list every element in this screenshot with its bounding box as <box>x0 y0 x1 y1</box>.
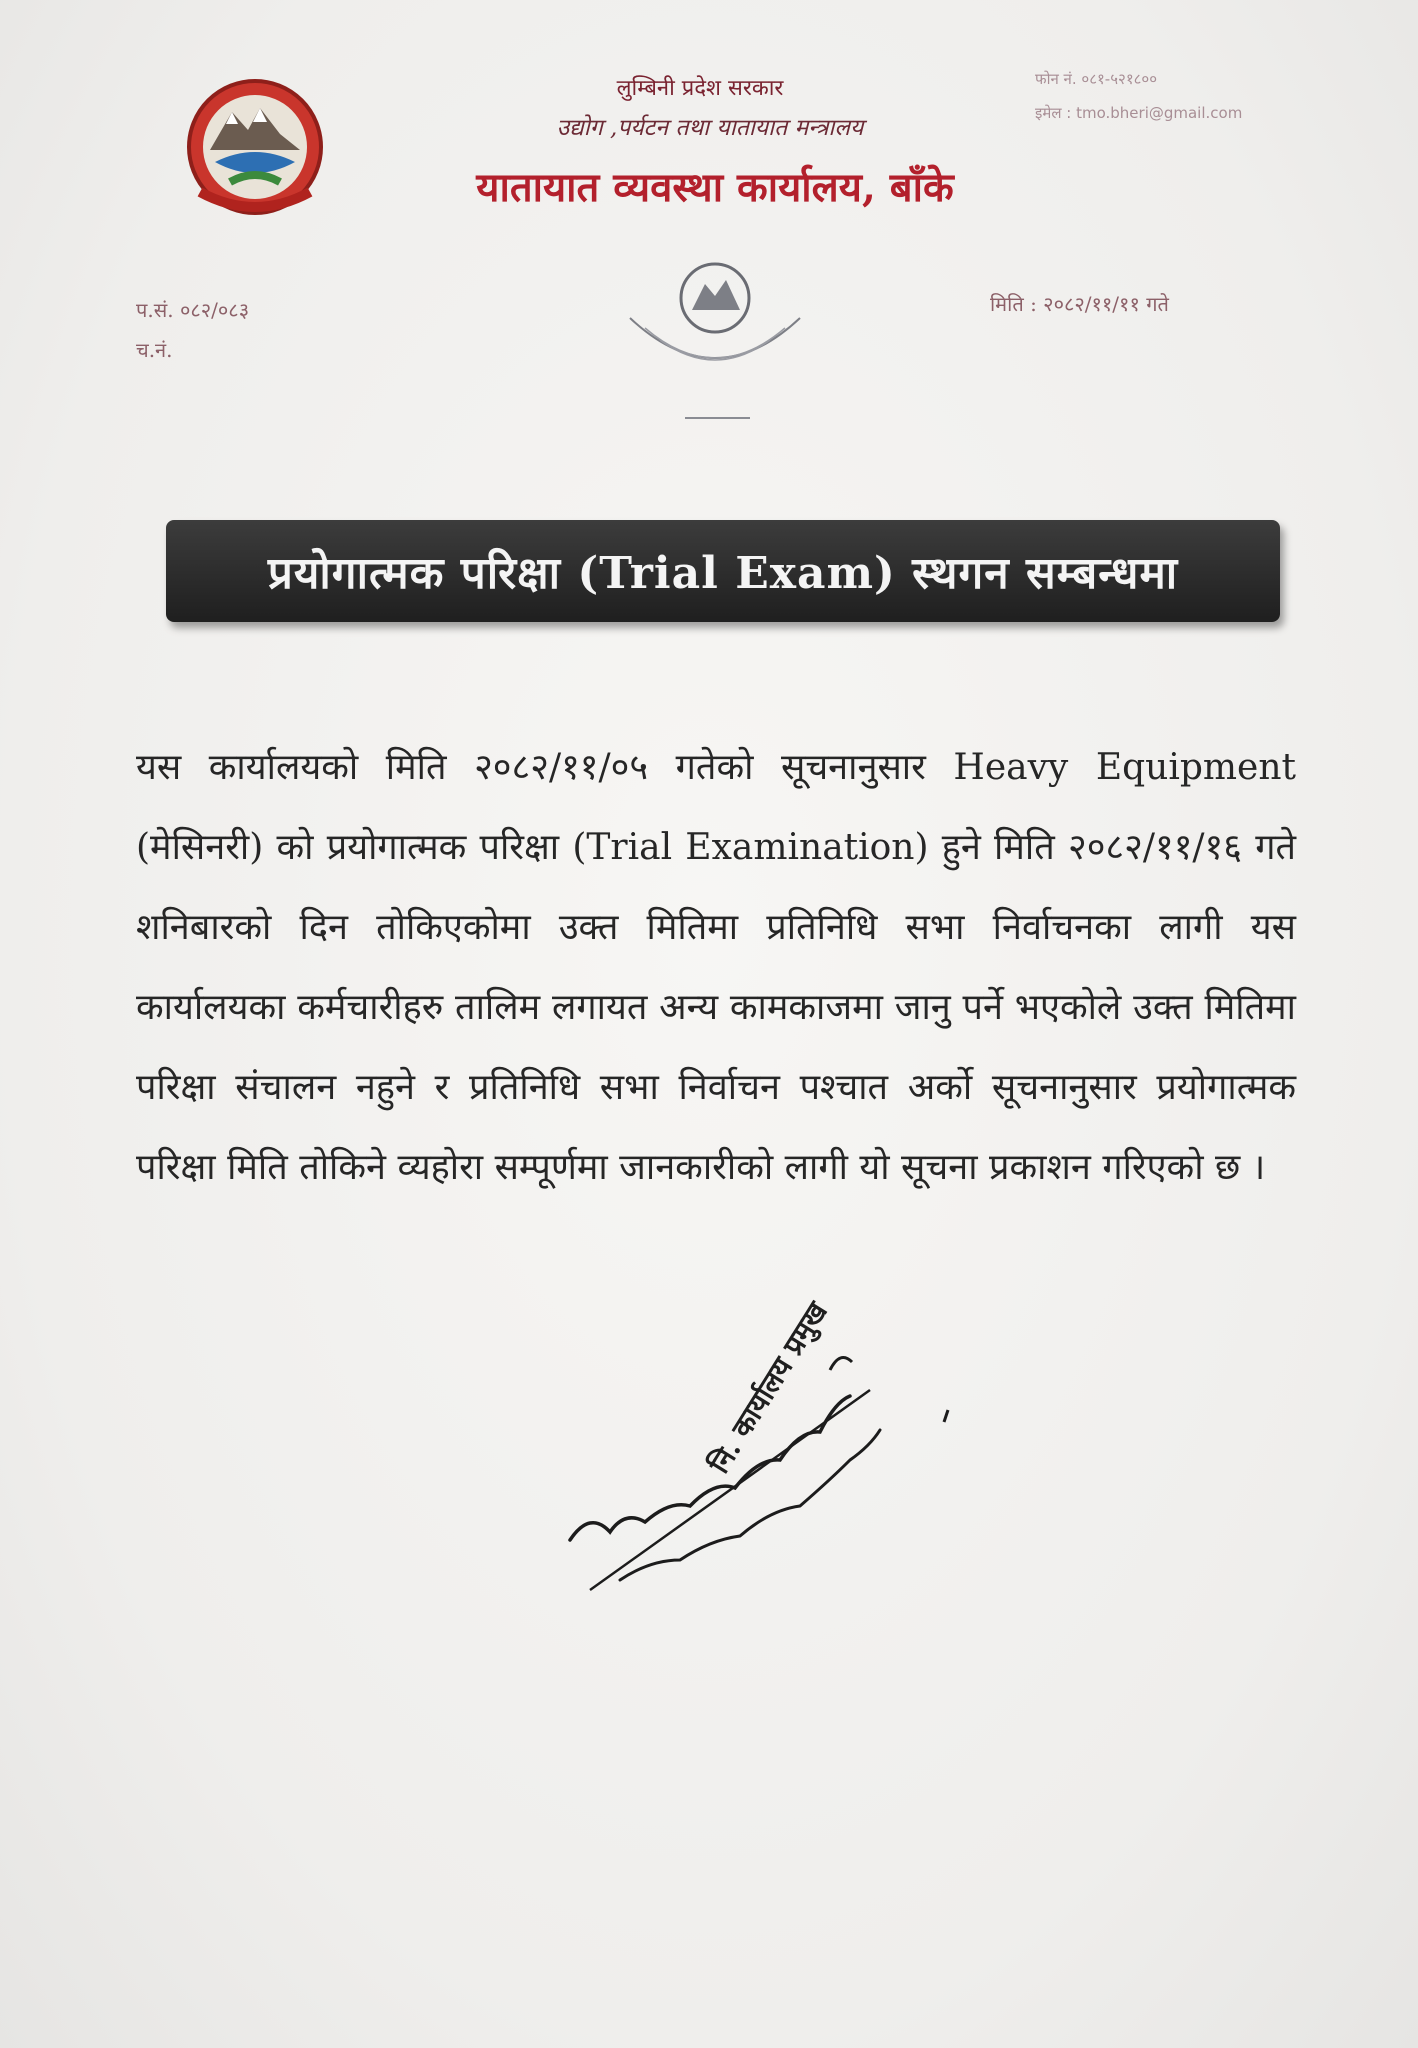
letterhead-ministry: उद्योग ,पर्यटन तथा यातायात मन्त्रालय <box>556 115 864 141</box>
letter-date: मिति : २०८२/११/११ गते <box>990 292 1169 316</box>
reference-block <box>136 290 249 370</box>
contact-email: इमेल : tmo.bheri@gmail.com <box>1035 104 1243 122</box>
letter-number: प.सं. ०८२/०८३ <box>136 298 250 322</box>
dispatch-number: च.नं. <box>136 338 173 362</box>
letterhead-office: यातायात व्यवस्था कार्यालय, बाँके <box>476 164 954 211</box>
contact-phone: फोन नं. ०८१-५२१८०० <box>1035 70 1158 88</box>
handwritten-signature-icon <box>530 1310 990 1610</box>
nepal-emblem-icon <box>180 72 330 222</box>
notice-body <box>136 728 1296 1208</box>
signatory-title: नि. कार्यालय प्रमुख <box>702 1296 834 1480</box>
notice-title: प्रयोगात्मक परिक्षा (Trial Exam) स्थगन सम्बन्धमा <box>166 520 1280 622</box>
notice-body-text: यस कार्यालयको मिति २०८२/११/०५ गतेको सूचनानुसार Heavy Equipment (मेसिनरी) को प्रयोगात्मक परिक्षा (Trial Examination) हुने मिति २०८२/११/१६ गते शनिबारको दिन तोकिएकोमा उक्त मितिमा प्रतिनिधि सभा निर्वाचनका लागी यस कार्यालयका कर्मचारीहरु तालिम लगायत अन्य कामकाजमा जानु पर्ने भएकोले उक्त मितिमा परिक्षा संचालन नहुने र प्रतिनिधि सभा निर्वाचन पश्चात अर्को सूचनानुसार प्रयोगात्मक परिक्षा मिति तोकिने व्यहोरा सम्पूर्णमा जानकारीको लागी यो सूचना प्रकाशन गरिएको छ । <box>136 747 1296 1188</box>
contact-block <box>1035 62 1242 130</box>
letterhead-government: लुम्बिनी प्रदेश सरकार <box>616 76 784 101</box>
office-stamp-icon <box>600 248 830 438</box>
